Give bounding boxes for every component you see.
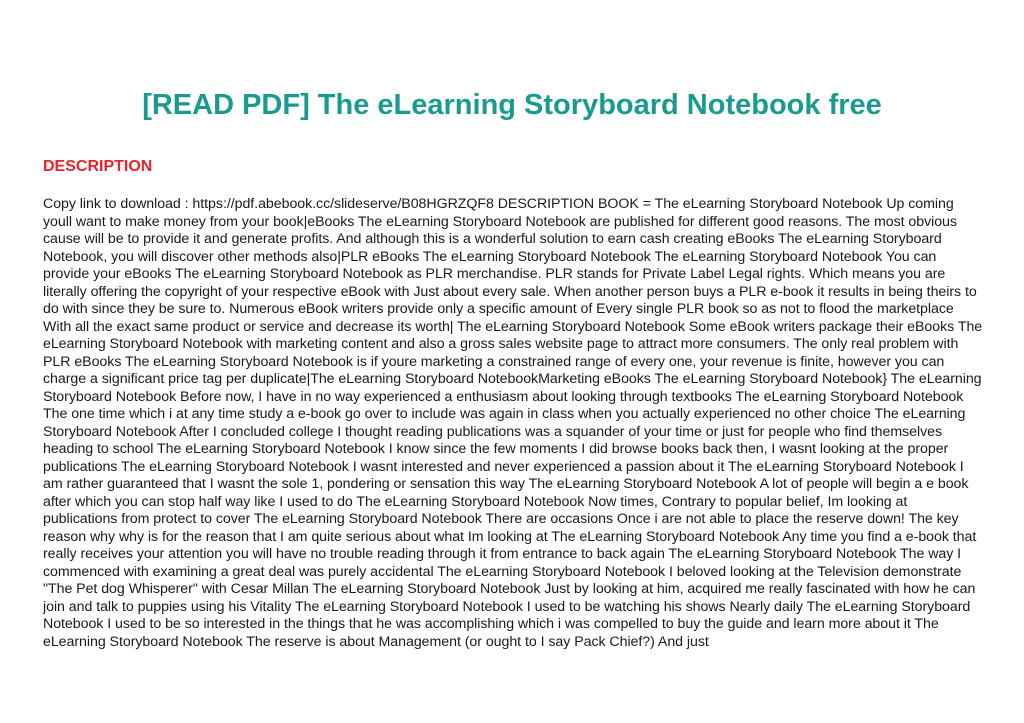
description-heading: DESCRIPTION	[43, 158, 153, 175]
description-body: Copy link to download : https://pdf.abebook.cc/slideserve/B08HGRZQF8 DESCRIPTION BOOK = The eLearning Storyboard Notebook Up coming youll want to make money from your book|eBooks The eLearning Storyboard Notebook are published for different good reasons. The most obvious cause will be to provide it and generate profits. And although this is a wonderful solution to earn cash creating eBooks The eLearning Storyboard Notebook, you will discover other methods also|PLR eBooks The eLearning Storyboard Notebook The eLearning Storyboard Notebook You can provide your eBooks The eLearning Storyboard Notebook as PLR merchandise. PLR stands for Private Label Legal rights. Which means you are literally offering the copyright of your respective eBook with Just about every sale. When another person buys a PLR e-book it results in being theirs to do with since they be sure to. Numerous eBook writers provide only a specific amount of Every single PLR book so as not to flood the marketplace With all the exact same product or service and decrease its worth| The eLearning Storyboard Notebook Some eBook writers package their eBooks The eLearning Storyboard Notebook with marketing content and also a gross sales website page to attract more consumers. The only real problem with PLR eBooks The eLearning Storyboard Notebook is if youre marketing a constrained range of every one, your revenue is finite, however you can charge a significant price tag per duplicate|The eLearning Storyboard NotebookMarketing eBooks The eLearning Storyboard Notebook} The eLearning Storyboard Notebook Before now, I have in no way experienced a enthusiasm about looking through textbooks The eLearning Storyboard Notebook The one time which i at any time study a e-book go over to include was again in class when you actually experienced no other choice The eLearning Storyboard Notebook After I concluded college I thought reading publications was a squander of your time or just for people who find themselves heading to school The eLearning Storyboard Notebook I know since the few moments I did browse books back then, I wasnt looking at the proper publications The eLearning Storyboard Notebook I wasnt interested and never experienced a passion about it The eLearning Storyboard Notebook I am rather guaranteed that I wasnt the sole 1, pondering or sensation this way The eLearning Storyboard Notebook A lot of people will begin a e book after which you can stop half way like I used to do The eLearning Storyboard Notebook Now times, Contrary to popular belief, Im looking at publications from protect to cover The eLearning Storyboard Notebook There are occasions Once i are not able to place the reserve down! The key reason why why is for the reason that I am quite serious about what Im looking at The eLearning Storyboard Notebook Any time you find a e-book that really receives your attention you will have no trouble reading through it from entrance to back again The eLearning Storyboard Notebook The way I commenced with examining a great deal was purely accidental The eLearning Storyboard Notebook I beloved looking at the Television demonstrate "The Pet dog Whisperer" with Cesar Millan The eLearning Storyboard Notebook Just by looking at him, acquired me really fascinated with how he can join and talk to puppies using his Vitality The eLearning Storyboard Notebook I used to be watching his shows Nearly daily The eLearning Storyboard Notebook I used to be so interested in the things that he was accomplishing which i was compelled to buy the guide and learn more about it The eLearning Storyboard Notebook The reserve is about Management (or ought to I say Pack Chief?) And just	[43, 196, 983, 650]
page-title: [READ PDF] The eLearning Storyboard Notebook free	[142, 89, 882, 121]
